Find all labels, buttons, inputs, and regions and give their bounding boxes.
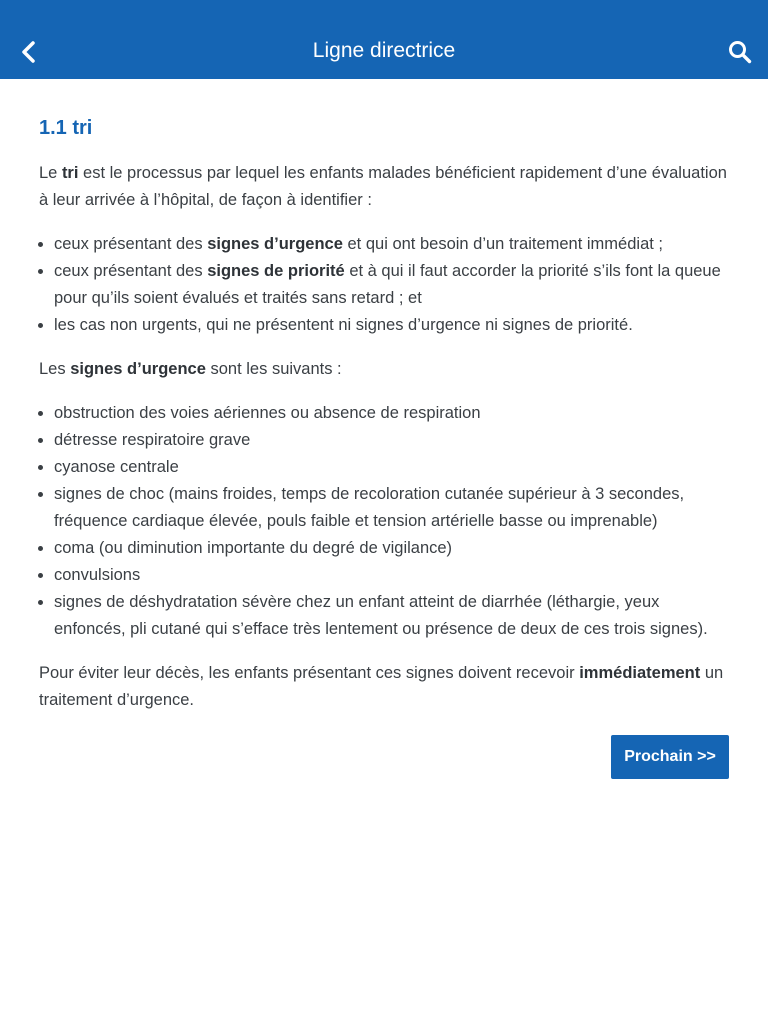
list-item: • signes de déshydratation sévère chez un enfant atteint de diarrhée (léthargie, yeux enfoncés, pli cutané qui s’efface très lentement ou présence de deux de ces trois signes). bbox=[54, 589, 729, 643]
list-item bbox=[54, 258, 729, 312]
app-bar bbox=[0, 0, 768, 79]
search-icon bbox=[728, 40, 752, 64]
list-item bbox=[54, 231, 729, 258]
list-item-text-rest: et qui ont besoin d’un traitement immédiat ; bbox=[342, 235, 663, 253]
list-item: • obstruction des voies aériennes ou absence de respiration bbox=[54, 400, 729, 427]
list-item bbox=[54, 312, 729, 339]
list-item-bold-text: signes d’urgence bbox=[207, 235, 343, 253]
list-item-text: ceux présentant des bbox=[54, 235, 208, 253]
list-item: • convulsions bbox=[54, 562, 729, 589]
conclusion-text: Pour éviter leur décès, les enfants présentant ces signes doivent recevoir bbox=[39, 664, 580, 682]
guideline-content bbox=[39, 79, 729, 779]
next-button-row bbox=[39, 735, 729, 779]
intro-bold-text: tri bbox=[61, 164, 79, 182]
conclusion-bold-text: immédiatement bbox=[579, 664, 701, 682]
list-item: • signes de choc (mains froides, temps de recoloration cutanée supérieur à 3 secondes, fréquence cardiaque élevée, pouls faible et tension artérielle basse ou imprenable) bbox=[54, 481, 729, 535]
emergency-intro-text-rest: sont les suivants : bbox=[205, 360, 342, 378]
next-button[interactable]: Prochain >> bbox=[611, 735, 729, 779]
list-item: • détresse respiratoire grave bbox=[54, 427, 729, 454]
list-item: • coma (ou diminution importante du degré de vigilance) bbox=[54, 535, 729, 562]
emergency-intro-paragraph bbox=[39, 356, 729, 383]
emergency-intro-text: Les bbox=[39, 360, 71, 378]
list-item: • cyanose centrale bbox=[54, 454, 729, 481]
list-item-text: les cas non urgents, qui ne présentent ni signes d’urgence ni signes de priorité. bbox=[54, 316, 633, 334]
emergency-intro-bold-text: signes d’urgence bbox=[70, 360, 206, 378]
conclusion-paragraph bbox=[39, 660, 729, 714]
emergency-signs-list bbox=[39, 400, 729, 643]
search-button[interactable] bbox=[722, 32, 758, 72]
page-title: Ligne directrice bbox=[312, 39, 456, 62]
section-title: 1.1 tri bbox=[39, 117, 93, 139]
list-item-text: ceux présentant des bbox=[54, 262, 208, 280]
list-item-bold-text: signes de priorité bbox=[207, 262, 345, 280]
intro-paragraph bbox=[39, 160, 729, 214]
intro-text: Le bbox=[39, 164, 62, 182]
list-item-text-rest: et à qui il faut accorder la priorité s’ils font la queue pour qu’ils soient évalués et traités sans retard ; et bbox=[54, 262, 721, 307]
category-list bbox=[39, 231, 729, 339]
intro-text-rest: est le processus par lequel les enfants malades bénéficient rapidement d’une évaluation à leur arrivée à l’hôpital, de façon à identifier : bbox=[39, 164, 727, 209]
conclusion-text-rest: un traitement d’urgence. bbox=[39, 664, 724, 709]
